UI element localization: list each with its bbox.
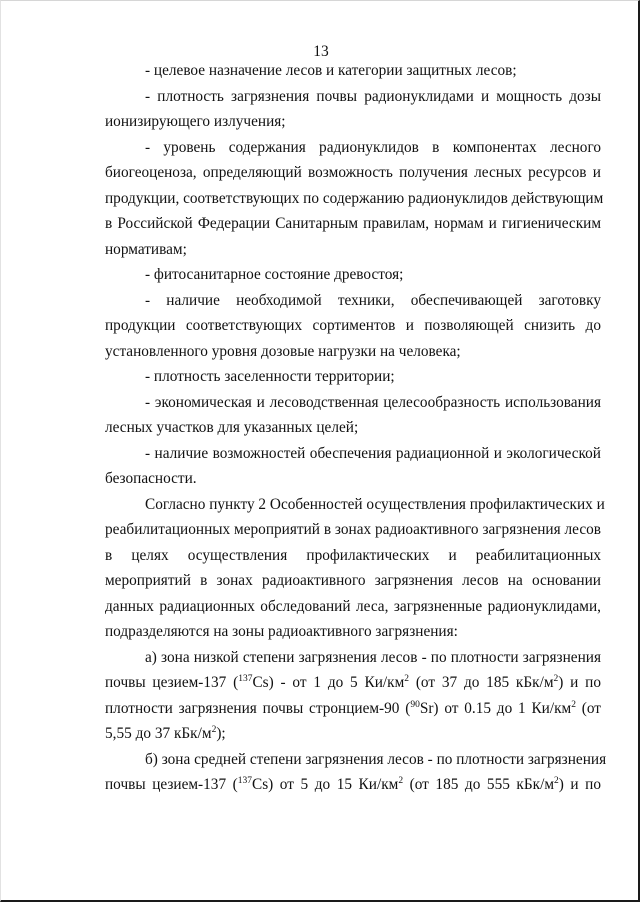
text-line: продукции соответствующих сортиментов и позволяющей снизить до: [105, 317, 601, 334]
page-number: 13: [313, 43, 329, 60]
text-run: почвы цезием-137 (: [105, 674, 239, 691]
text-line: [105, 674, 601, 692]
text-run: Cs) - от 1 до 5 Ки/км: [252, 674, 405, 691]
text-line: [105, 725, 601, 743]
superscript: 137: [238, 674, 253, 684]
superscript: 137: [237, 776, 252, 786]
text-line: подразделяются на зоны радиоактивного загрязнения:: [105, 623, 458, 640]
text-line: в целях осуществления профилактических и реабилитационных: [105, 547, 601, 564]
superscript: 2: [404, 674, 410, 684]
text-line: установленного уровня дозовые нагрузки на человека;: [105, 343, 461, 360]
text-line: а) зона низкой степени загрязнения лесов - по плотности загрязнения: [145, 649, 601, 666]
text-line: - плотность загрязнения почвы радионуклидами и мощность дозы: [145, 88, 601, 105]
text-line: Согласно пункту 2 Особенностей осуществления профилактических и: [145, 496, 605, 513]
superscript: 2: [553, 674, 559, 684]
text-line: данных радиационных обследований леса, загрязненные радионуклидами,: [105, 598, 601, 615]
text-line: б) зона средней степени загрязнения лесов - по плотности загрязнения: [145, 751, 607, 768]
text-run: Sr) от 0.15 до 1 Ки/км: [419, 700, 572, 717]
text-run: ) и по: [558, 674, 601, 691]
text-line: - плотность заселенности территории;: [145, 368, 395, 385]
text-line: - фитосанитарное состояние древостоя;: [145, 266, 404, 283]
text-line: - наличие возможностей обеспечения радиационной и экологической: [145, 445, 601, 462]
text-line: - экономическая и лесоводственная целесообразность использования: [145, 394, 601, 411]
text-line: безопасности.: [105, 470, 197, 487]
text-run: почвы цезием-137 (: [105, 776, 238, 793]
text-run: 5,55 до 37 кБк/м: [105, 725, 212, 742]
text-line: ионизирующего излучения;: [105, 113, 286, 130]
superscript: 2: [211, 725, 217, 735]
text-line: биогеоценоза, определяющий возможность получения лесных ресурсов и: [105, 164, 601, 181]
text-run: );: [216, 725, 226, 742]
text-line: лесных участков для указанных целей;: [105, 419, 359, 436]
text-run: плотности загрязнения почвы стронцием-90 (: [105, 700, 411, 717]
text-line: - уровень содержания радионуклидов в компонентах лесного: [145, 139, 601, 156]
text-run: Cs) от 5 до 15 Ки/км: [252, 776, 399, 793]
text-line: [105, 776, 601, 794]
text-run: (от: [575, 700, 601, 717]
text-line: нормативам;: [105, 241, 187, 258]
text-line: продукции, соответствующих по содержанию радионуклидов действующим: [105, 190, 604, 207]
text-run: (от 185 до 555 кБк/м: [403, 776, 555, 793]
text-line: - целевое назначение лесов и категории защитных лесов;: [145, 62, 517, 79]
text-line: в Российской Федерации Санитарным правилам, нормам и гигиеническим: [105, 215, 601, 232]
text-line: реабилитационных мероприятий в зонах радиоактивного загрязнения лесов: [105, 521, 601, 538]
text-line: мероприятий в зонах радиоактивного загрязнения лесов на основании: [105, 572, 601, 589]
text-line: [105, 700, 601, 718]
superscript: 2: [554, 776, 559, 786]
superscript: 2: [398, 776, 404, 786]
superscript: 90: [410, 700, 420, 710]
text-run: (от 37 до 185 кБк/м: [409, 674, 554, 691]
text-run: ) и по: [558, 776, 602, 793]
text-line: - наличие необходимой техники, обеспечивающей заготовку: [145, 292, 601, 309]
superscript: 2: [571, 700, 576, 710]
